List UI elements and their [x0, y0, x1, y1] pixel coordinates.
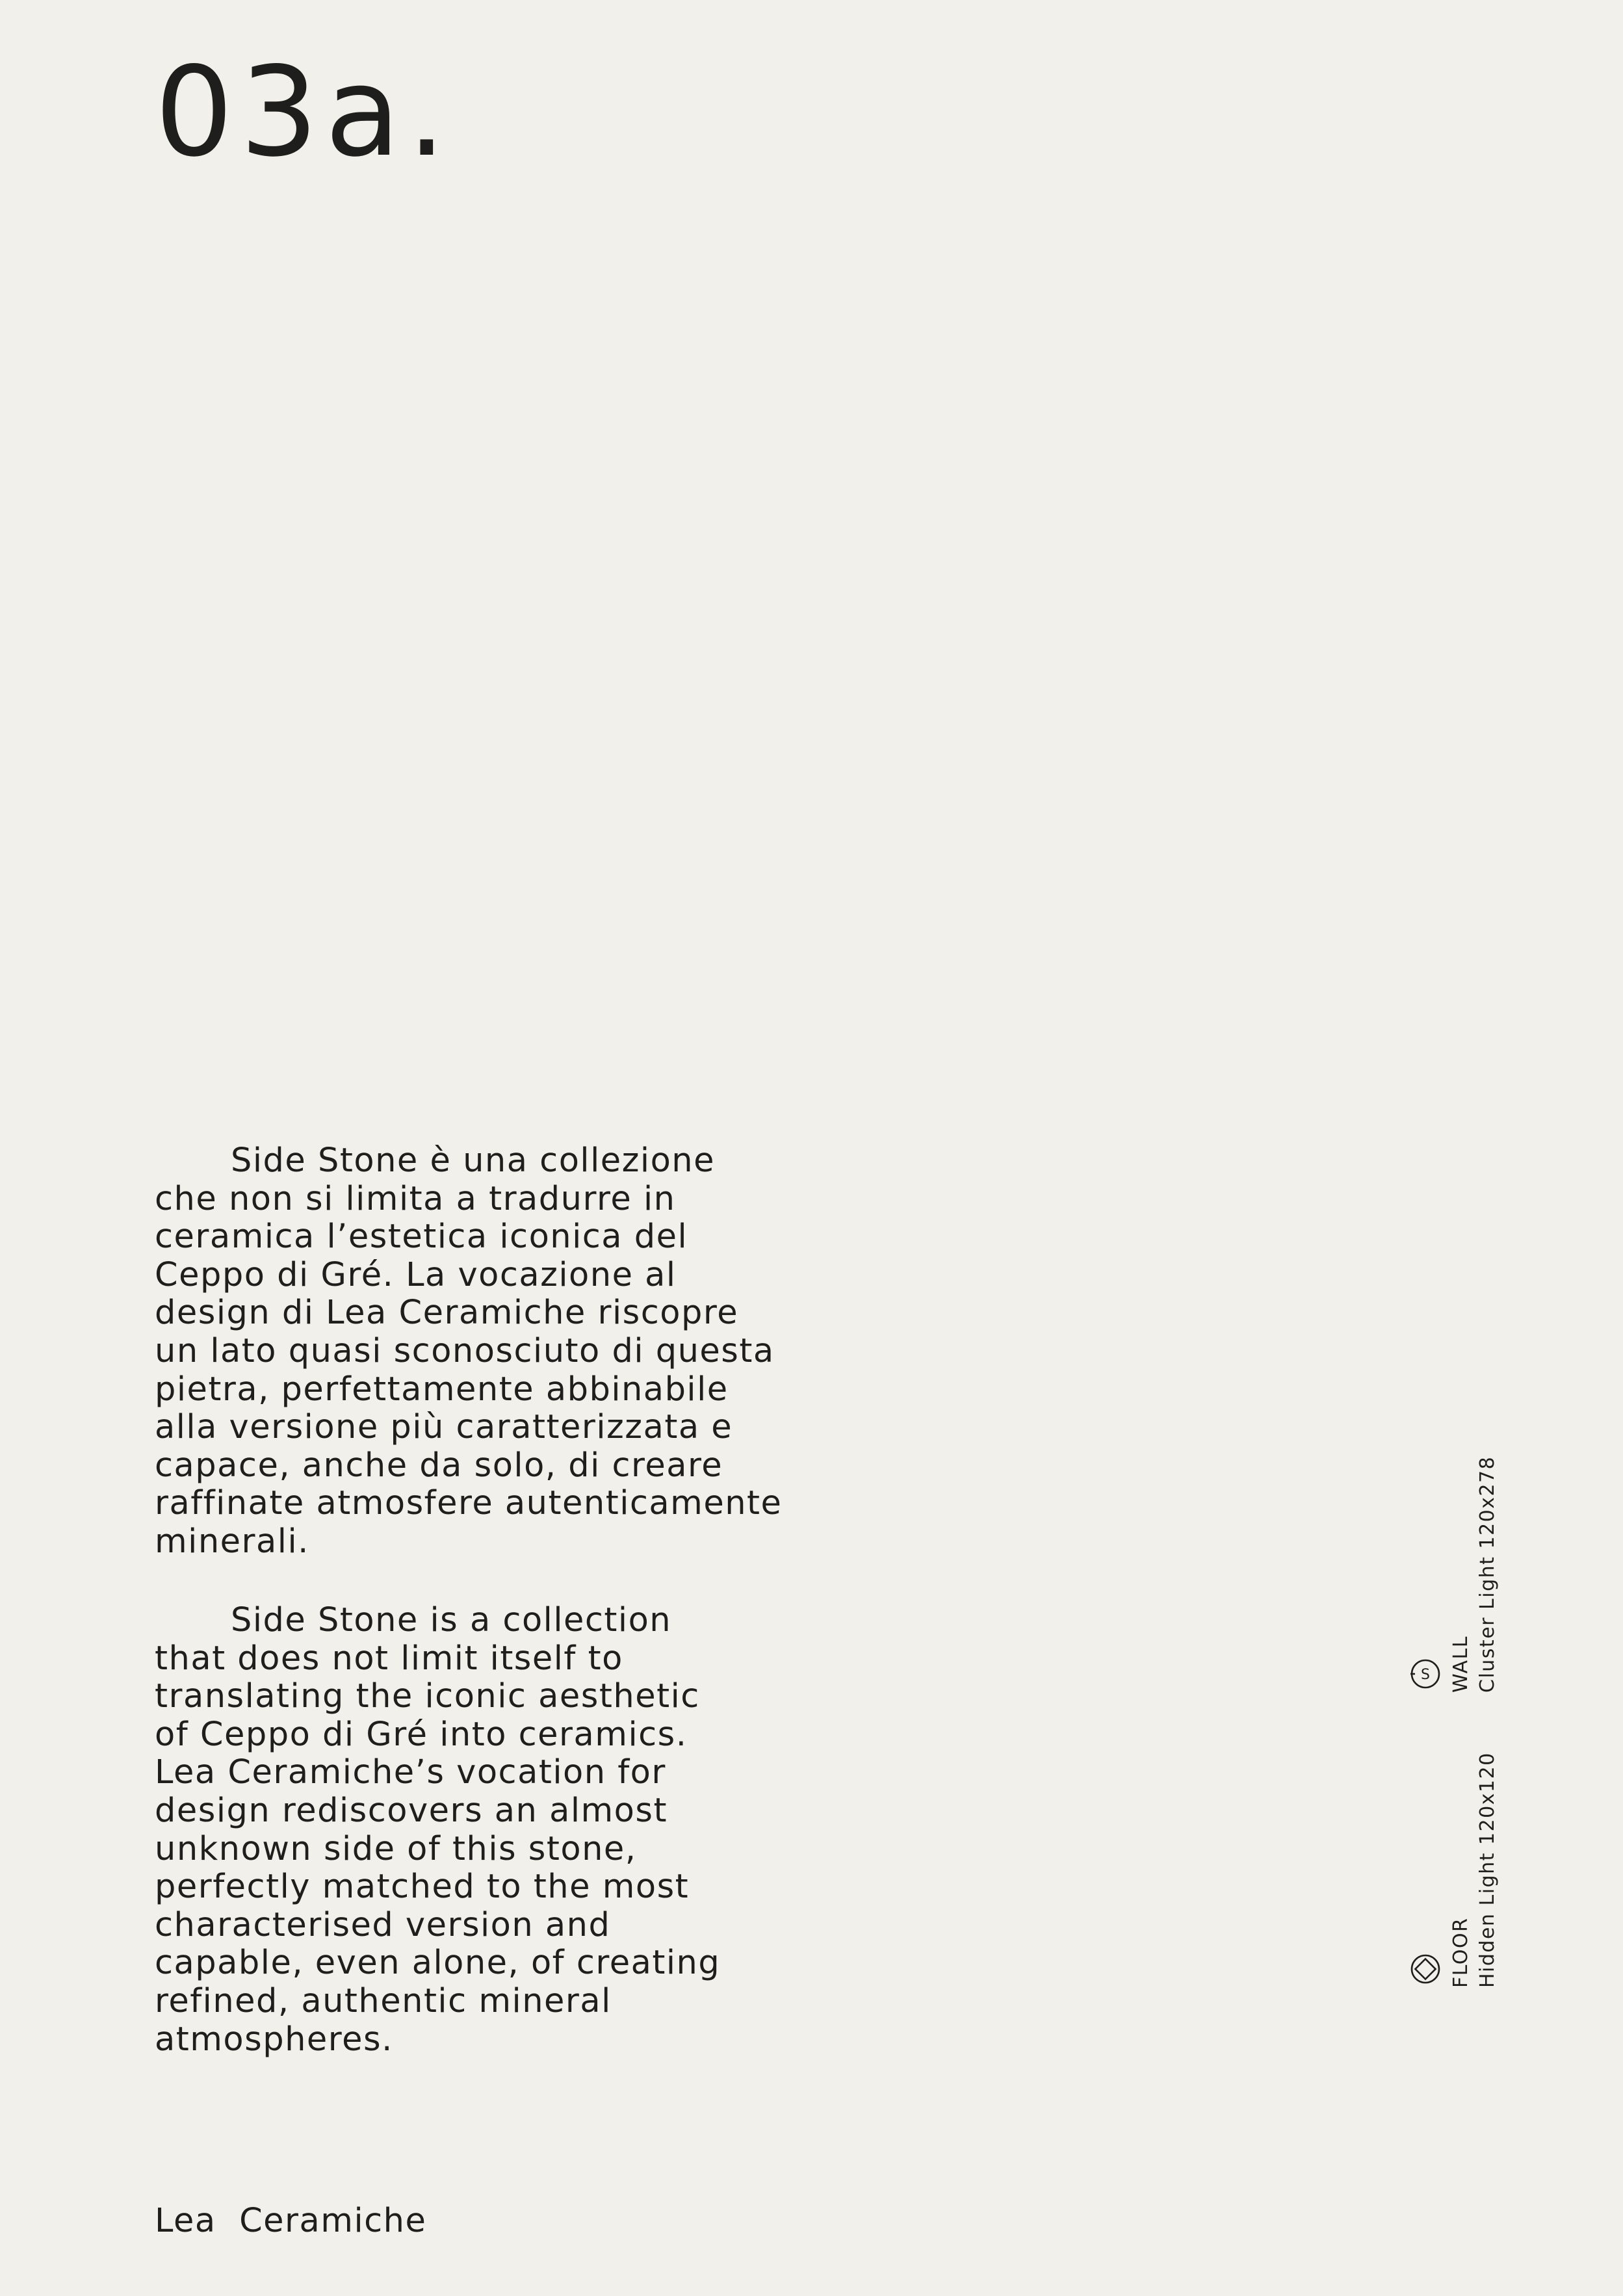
floor-diamond-icon: [1409, 1953, 1442, 1985]
text-line: alla versione più caratterizzata e: [155, 1408, 733, 1447]
text-line: design di Lea Ceramiche riscopre: [155, 1294, 739, 1333]
wall-spec: [1448, 1456, 1501, 1693]
text-line: minerali.: [155, 1522, 309, 1561]
text-line: Side Stone is a collection: [231, 1601, 672, 1639]
description-english: [155, 1602, 779, 2059]
text-line: Ceppo di Gré. La vocazione al: [155, 1255, 677, 1294]
text-line: translating the iconic aesthetic: [155, 1677, 700, 1716]
text-line: design rediscovers an almost: [155, 1791, 668, 1830]
text-line: of Ceppo di Gré into ceramics.: [155, 1715, 688, 1754]
wall-product: Cluster Light 120x278: [1476, 1455, 1499, 1693]
brand-name: Lea Ceramiche: [155, 2202, 427, 2240]
description-italian: [155, 1141, 783, 1561]
text-line: Lea Ceramiche’s vocation for: [155, 1753, 666, 1792]
svg-text:S: S: [1421, 1667, 1430, 1683]
text-line: refined, authentic mineral: [155, 1981, 612, 2020]
text-line: pietra, perfettamente abbinabile: [155, 1370, 729, 1409]
text-line: characterised version and: [155, 1905, 611, 1944]
floor-spec: [1448, 1752, 1501, 1988]
text-line: raffinate atmosfere autenticamente: [155, 1484, 783, 1523]
floor-label: FLOOR: [1449, 1917, 1472, 1988]
text-line: che non si limita a tradurre in: [155, 1179, 676, 1218]
text-line: ceramica l’estetica iconica del: [155, 1218, 688, 1257]
text-line: perfectly matched to the most: [155, 1868, 690, 1907]
wall-label: WALL: [1449, 1636, 1472, 1693]
wall-s-circle-icon: [1409, 1658, 1442, 1690]
text-line: Side Stone è una collezione: [231, 1141, 715, 1180]
text-line: atmospheres.: [155, 2020, 393, 2059]
page-number: 03a.: [155, 40, 453, 184]
floor-product: Hidden Light 120x120: [1476, 1752, 1499, 1988]
text-line: capable, even alone, of creating: [155, 1944, 721, 1983]
text-line: capace, anche da solo, di creare: [155, 1446, 723, 1485]
text-line: un lato quasi sconosciuto di questa: [155, 1331, 775, 1370]
text-line: that does not limit itself to: [155, 1639, 623, 1678]
text-line: unknown side of this stone,: [155, 1829, 637, 1868]
